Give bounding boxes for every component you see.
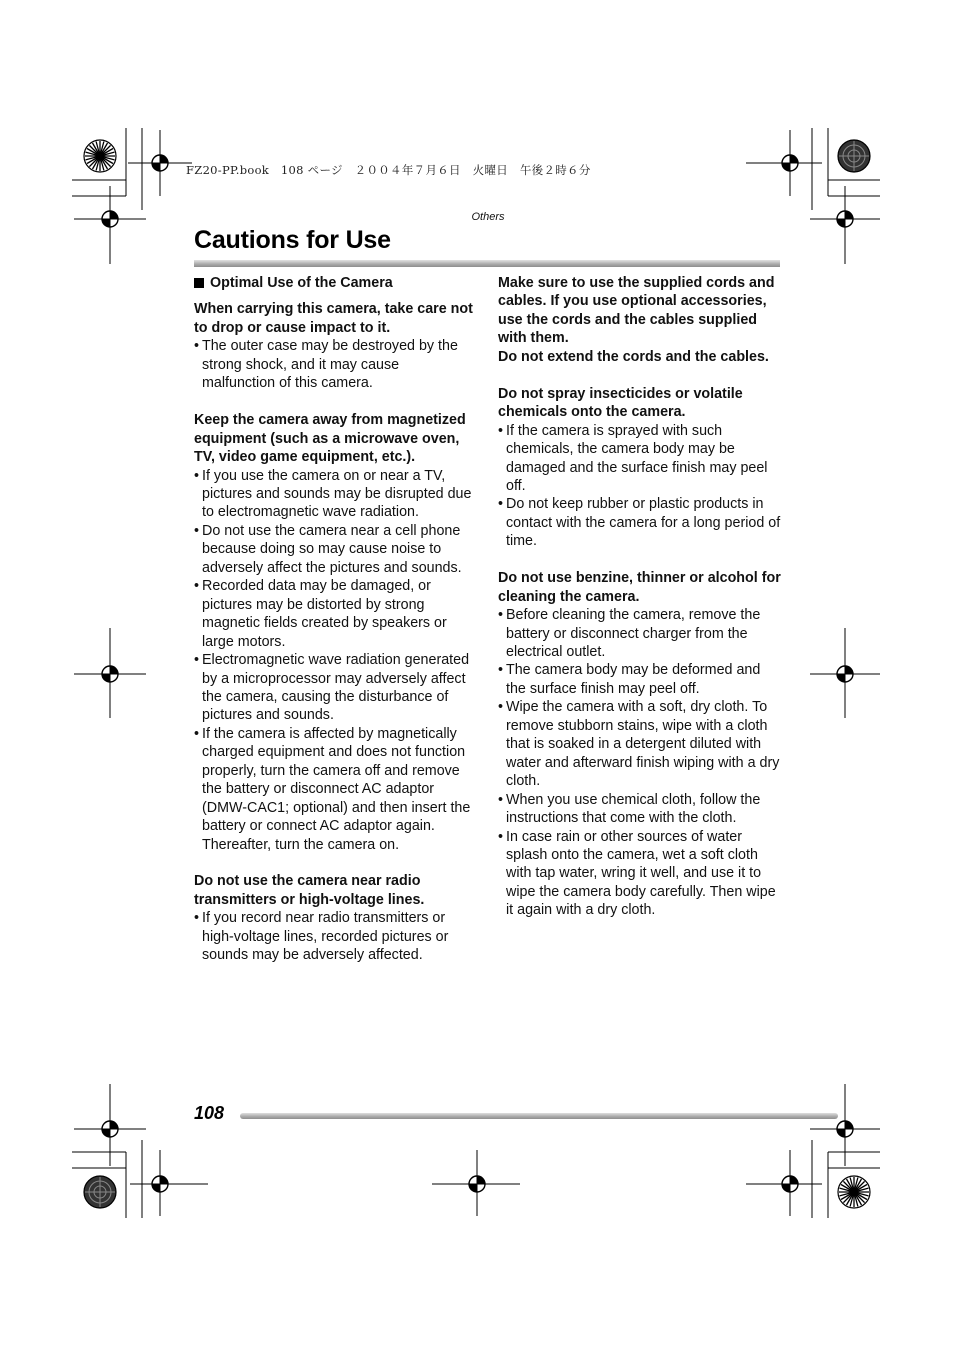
title-rule	[194, 260, 780, 267]
carry-heading: When carrying this camera, take care not to drop or cause impact to it.	[194, 301, 473, 336]
list-item: • When you use chemical cloth, follow the instructions that come with the cloth.	[498, 791, 782, 828]
radio-bullets	[194, 909, 476, 964]
list-item: • The camera body may be deformed and the surface finish may peel off.	[498, 661, 782, 698]
list-item: • If you record near radio transmitters or high-voltage lines, recorded pictures or sounds may be adversely affected.	[194, 909, 476, 964]
section-label: Others	[471, 211, 505, 223]
list-item: • In case rain or other sources of water splash onto the camera, wet a soft cloth with tap water, wring it well, and use it to wipe the camera body carefully. Then wipe it again with a dry cloth.	[498, 828, 782, 920]
radio-heading: Do not use the camera near radio transmitters or high-voltage lines.	[194, 873, 425, 908]
magnetized-heading: Keep the camera away from magnetized equipment (such as a microwave oven, TV, video game equipment, etc.).	[194, 412, 466, 466]
cleaning-heading: Do not use benzine, thinner or alcohol for cleaning the camera.	[498, 570, 781, 605]
list-item: • The outer case may be destroyed by the strong shock, and it may cause malfunction of this camera.	[194, 337, 476, 392]
footer-bar	[240, 1113, 838, 1119]
list-item: • If the camera is affected by magnetically charged equipment and does not function properly, turn the camera off and remove the battery or disconnect AC adaptor (DMW-CAC1; optional) and then insert the battery or connect AC adaptor again. Thereafter, turn the camera on.	[194, 725, 476, 854]
list-item: • Do not use the camera near a cell phone because doing so may cause noise to adversely affect the pictures and sounds.	[194, 522, 476, 577]
right-column	[498, 274, 782, 920]
list-item: • Before cleaning the camera, remove the battery or disconnect charger from the electrical outlet.	[498, 606, 782, 661]
carry-bullets	[194, 337, 476, 392]
list-item: • Wipe the camera with a soft, dry cloth. To remove stubborn stains, wipe with a cloth that is soaked in a detergent diluted with water and afterward finish wiping with a dry cloth.	[498, 698, 782, 790]
list-item: • Recorded data may be damaged, or pictures may be distorted by strong magnetic fields created by speakers or large motors.	[194, 577, 476, 651]
black-square-icon	[194, 278, 204, 288]
cleaning-bullets	[498, 606, 782, 920]
list-item: • If the camera is sprayed with such chemicals, the camera body may be damaged and the surface finish may peel off.	[498, 422, 782, 496]
print-header: FZ20-PP.book 108 ページ ２００４年７月６日 火曜日 午後２時６分	[186, 163, 591, 177]
magnetized-bullets	[194, 467, 476, 855]
page-title: Cautions for Use	[194, 226, 391, 254]
insecticide-bullets	[498, 422, 782, 551]
left-column	[194, 274, 476, 965]
insecticide-heading: Do not spray insecticides or volatile chemicals onto the camera.	[498, 385, 743, 421]
section-heading-text: Optimal Use of the Camera	[210, 275, 393, 291]
cords-heading: Make sure to use the supplied cords and cables. If you use optional accessories, use the cords and the cables supplied with them.	[498, 275, 775, 347]
list-item: • If you use the camera on or near a TV, pictures and sounds may be disrupted due to electromagnetic wave radiation.	[194, 467, 476, 522]
section-heading	[194, 274, 476, 292]
list-item: • Do not keep rubber or plastic products in contact with the camera for a long period of time.	[498, 495, 782, 550]
extend-heading: Do not extend the cords and the cables.	[498, 348, 769, 365]
list-item: • Electromagnetic wave radiation generated by a microprocessor may adversely affect the camera, causing the disturbance of pictures and sounds.	[194, 651, 476, 725]
page-number: 108	[194, 1103, 225, 1123]
